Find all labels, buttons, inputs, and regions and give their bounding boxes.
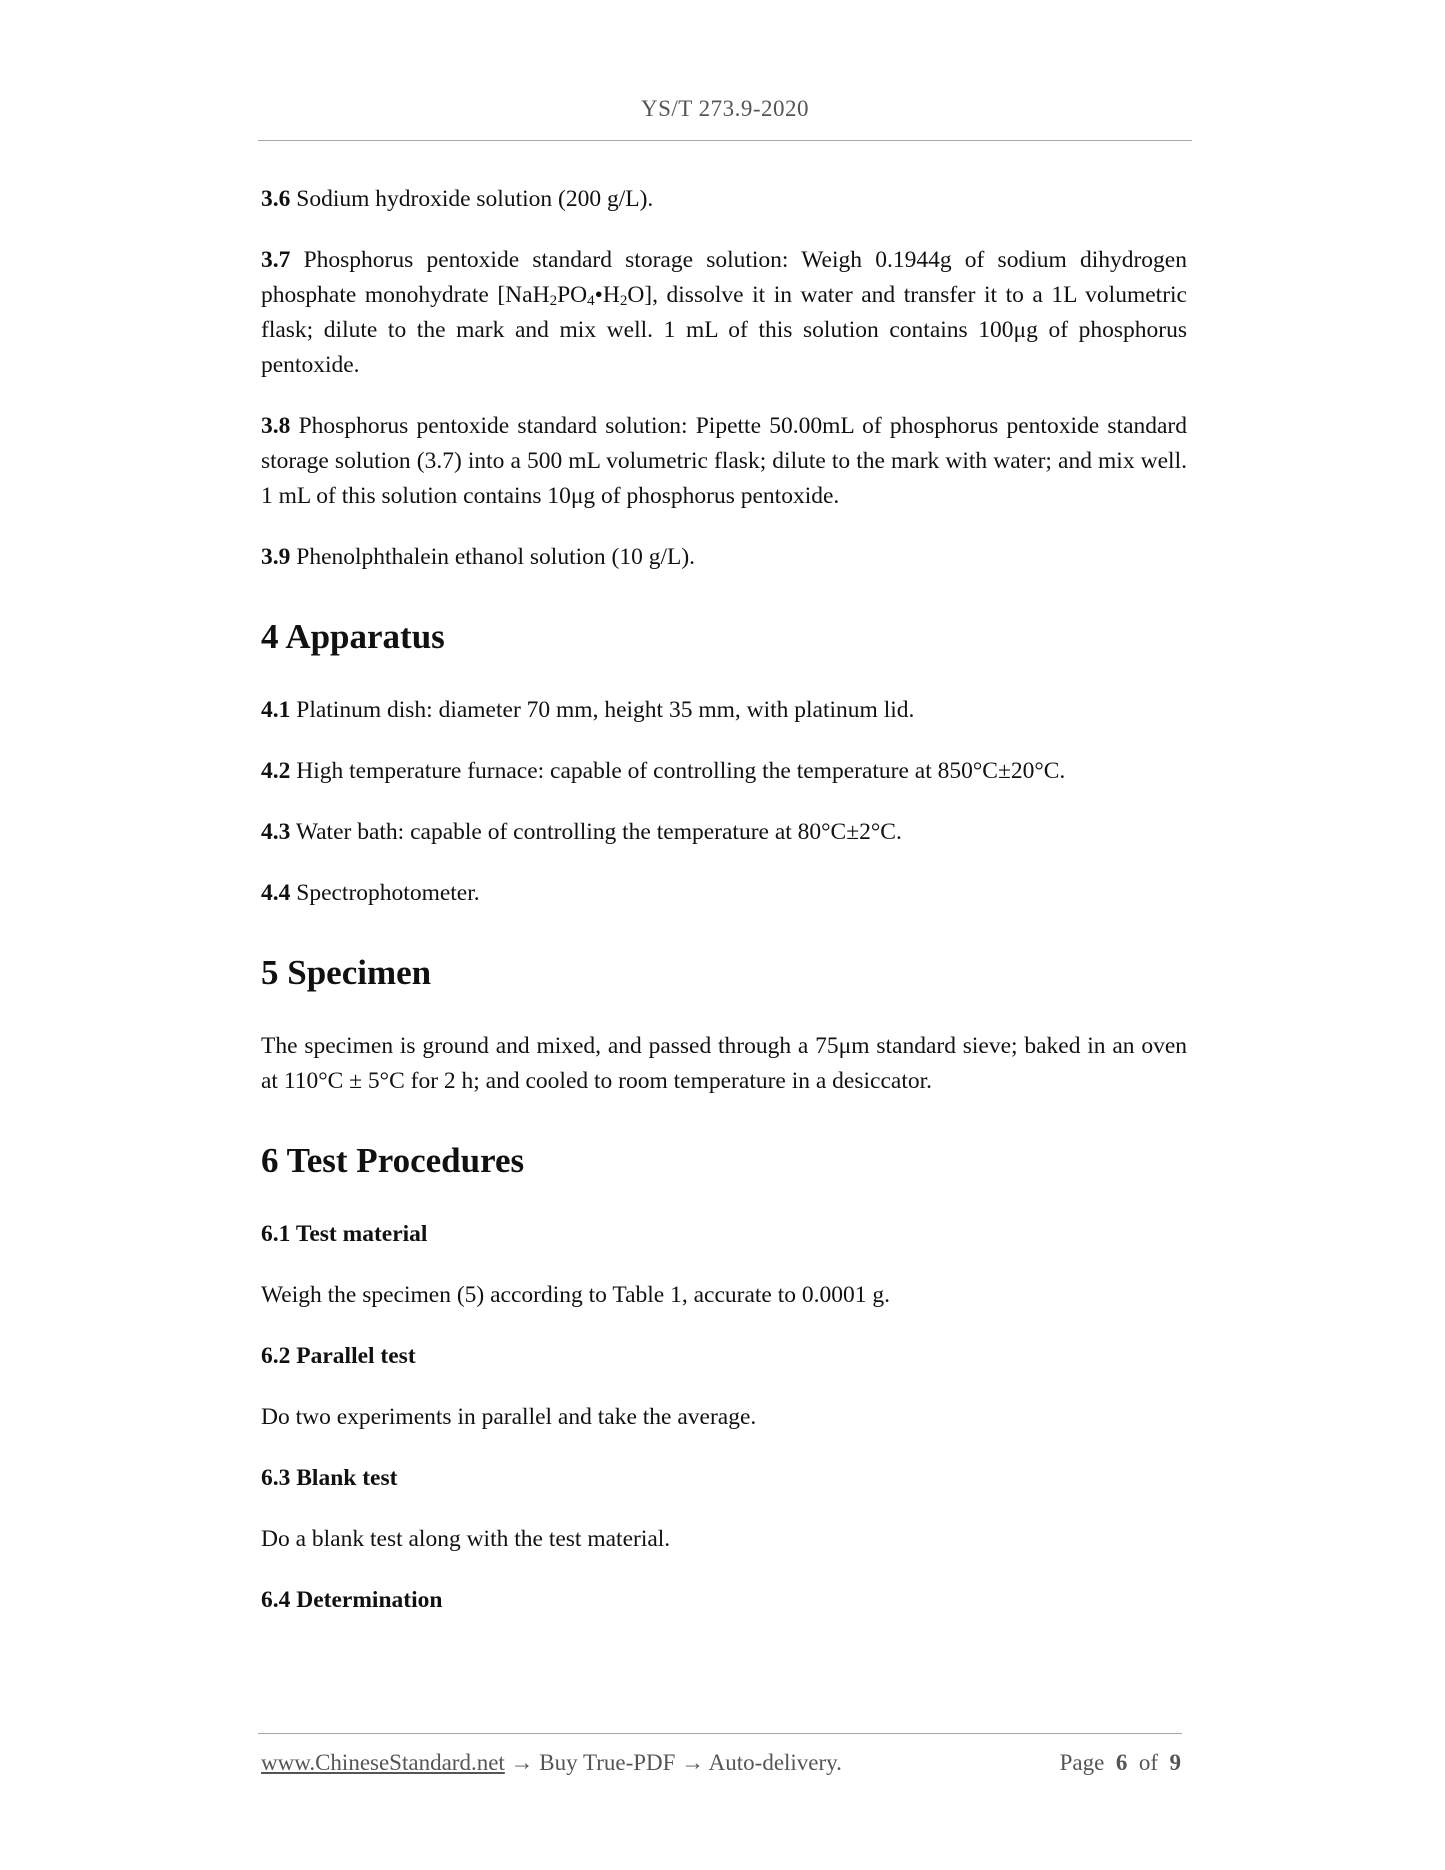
section-heading-apparatus: 4 Apparatus bbox=[261, 617, 445, 656]
clause-3-7 bbox=[261, 243, 1187, 383]
clause-text: Spectrophotometer. bbox=[296, 880, 480, 906]
clause-text: High temperature furnace: capable of controlling the temperature at 850°C±20°C. bbox=[296, 758, 1066, 784]
document-body bbox=[261, 182, 1187, 1644]
clause-text: PO bbox=[557, 282, 588, 308]
clause-text: Sodium hydroxide solution (200 g/L). bbox=[296, 186, 654, 212]
clause-text: Phenolphthalein ethanol solution (10 g/L). bbox=[296, 544, 696, 570]
subsection-heading-6-2: 6.2 Parallel test bbox=[261, 1343, 416, 1369]
clause-number: 3.8 bbox=[261, 413, 291, 439]
header-divider bbox=[258, 140, 1192, 141]
clause-text: Water bath: capable of controlling the temperature at 80°C±2°C. bbox=[295, 819, 902, 845]
clause-4-4 bbox=[261, 876, 1187, 911]
of-word: of bbox=[1138, 1750, 1158, 1775]
page-indicator bbox=[1060, 1750, 1181, 1776]
clause-text: Platinum dish: diameter 70 mm, height 35 mm, with platinum lid. bbox=[296, 697, 915, 723]
footer-promo bbox=[261, 1750, 842, 1775]
footer-tagline: → Buy True-PDF → Auto-delivery. bbox=[504, 1750, 842, 1775]
page-word: Page bbox=[1059, 1750, 1105, 1775]
website-link[interactable]: www.ChineseStandard.net bbox=[261, 1750, 505, 1775]
section-heading-test-procedures: 6 Test Procedures bbox=[261, 1141, 525, 1180]
clause-number: 3.7 bbox=[261, 247, 291, 273]
footer-divider bbox=[258, 1733, 1182, 1734]
page-header: YS/T 273.9-2020 bbox=[640, 96, 810, 121]
clause-4-3 bbox=[261, 815, 1187, 850]
clause-number: 4.2 bbox=[261, 758, 291, 784]
clause-text: O], dissolve it in water and transfer it to a 1L volumetric flask; dilute to the mark and mix well. 1 mL of this solution contains 100μg of phosphorus pentoxide. bbox=[261, 282, 1187, 378]
subscript: 2 bbox=[549, 293, 558, 309]
clause-text: Phosphorus pentoxide standard solution: Pipette 50.00mL of phosphorus pentoxide standard storage solution (3.7) into a 500 mL volumetric flask; dilute to the mark with water; and mix well. 1 mL of this solution contains 10μg of phosphorus pentoxide. bbox=[261, 413, 1188, 509]
clause-number: 4.3 bbox=[261, 819, 291, 845]
clause-text: Phosphorus pentoxide standard storage solution: Weigh 0.1944g of sodium dihydrogen phosphate monohydrate [NaH bbox=[261, 247, 1187, 308]
subsection-heading-6-3: 6.3 Blank test bbox=[261, 1465, 398, 1491]
clause-number: 3.6 bbox=[261, 186, 291, 212]
subsection-heading-6-1: 6.1 Test material bbox=[261, 1221, 428, 1247]
total-pages: 9 bbox=[1169, 1750, 1181, 1775]
subsection-text-6-3: Do a blank test along with the test material. bbox=[261, 1526, 671, 1552]
clause-number: 4.4 bbox=[261, 880, 291, 906]
subscript: 4 bbox=[587, 293, 595, 309]
clause-4-2 bbox=[261, 754, 1187, 789]
clause-3-9 bbox=[261, 540, 1187, 575]
clause-text: •H bbox=[594, 282, 620, 308]
clause-4-1 bbox=[261, 693, 1187, 728]
subscript: 2 bbox=[619, 293, 628, 309]
subsection-text-6-2: Do two experiments in parallel and take the average. bbox=[261, 1404, 757, 1430]
subsection-heading-6-4: 6.4 Determination bbox=[261, 1587, 443, 1613]
subsection-text-6-1: Weigh the specimen (5) according to Table 1, accurate to 0.0001 g. bbox=[261, 1282, 891, 1308]
page-footer bbox=[261, 1750, 1181, 1776]
clause-number: 3.9 bbox=[261, 544, 291, 570]
clause-number: 4.1 bbox=[261, 697, 291, 723]
clause-3-6 bbox=[261, 182, 1187, 217]
section-heading-specimen: 5 Specimen bbox=[261, 953, 432, 992]
clause-3-8 bbox=[261, 409, 1187, 514]
current-page-number: 6 bbox=[1115, 1750, 1128, 1775]
specimen-paragraph: The specimen is ground and mixed, and passed through a 75μm standard sieve; baked in an oven at 110°C ± 5°C for 2 h; and cooled to room temperature in a desiccator. bbox=[261, 1033, 1187, 1094]
